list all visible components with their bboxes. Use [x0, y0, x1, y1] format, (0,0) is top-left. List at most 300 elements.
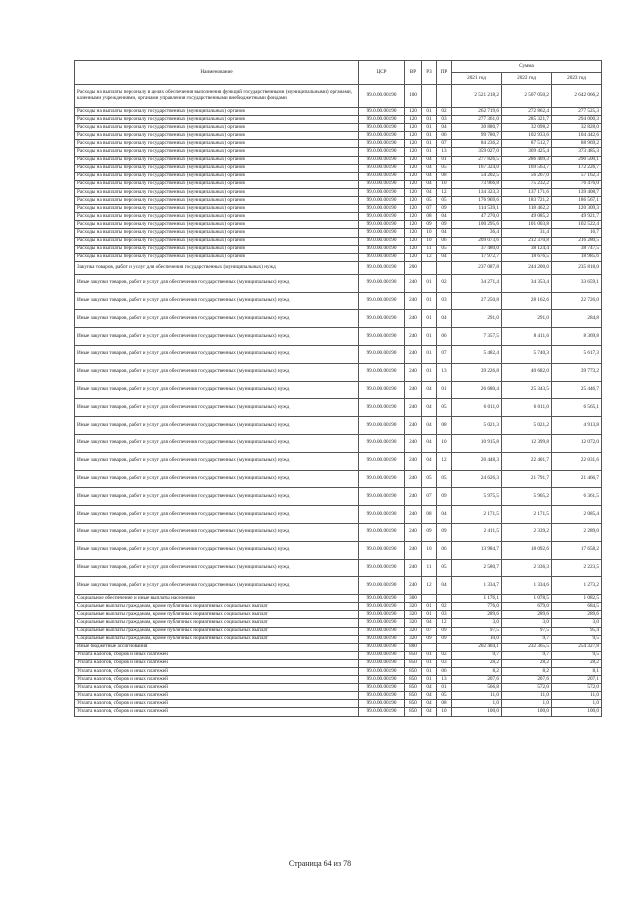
row-rz-cell: 01 [422, 611, 437, 619]
row-2023-cell: 76 476,0 [552, 180, 602, 188]
row-rz-cell [422, 261, 437, 274]
row-vr-cell: 120 [405, 180, 422, 188]
row-pr-cell: 04 [437, 310, 452, 328]
row-csr-cell: 99.0.00.00190 [359, 643, 405, 651]
row-vr-cell: 120 [405, 229, 422, 237]
row-2022-cell: 369 425,4 [502, 148, 552, 156]
row-rz-cell: 01 [422, 108, 437, 116]
row-2022-cell: 272 862,4 [502, 108, 552, 116]
row-rz-cell: 01 [422, 116, 437, 124]
row-name-cell: Расходы на выплаты персоналу государственных (муниципальных) органов [75, 245, 359, 253]
row-vr-cell: 240 [405, 417, 422, 435]
row-2022-cell: 2 336,3 [502, 559, 552, 577]
row-vr-cell: 240 [405, 434, 422, 452]
row-pr-cell: 09 [437, 635, 452, 643]
row-name-cell: Расходы на выплаты персоналу государственных (муниципальных) органов [75, 188, 359, 196]
row-rz-cell: 01 [422, 124, 437, 132]
table-row [75, 523, 602, 541]
table-row [75, 108, 602, 116]
table-row [75, 328, 602, 346]
row-2023-cell: 8,1 [552, 667, 602, 675]
row-2021-cell: 24 626,3 [452, 470, 502, 488]
row-rz-cell: 04 [422, 692, 437, 700]
row-pr-cell: 04 [437, 253, 452, 261]
row-2021-cell: 8,2 [452, 667, 502, 675]
row-pr-cell [437, 643, 452, 651]
table-row [75, 651, 602, 659]
table-row [75, 434, 602, 452]
table-row [75, 205, 602, 213]
row-vr-cell: 240 [405, 506, 422, 524]
table-row [75, 399, 602, 417]
table-row [75, 700, 602, 708]
row-csr-cell: 99.0.00.00190 [359, 132, 405, 140]
row-2021-cell: 10,0 [452, 635, 502, 643]
row-name-cell: Расходы на выплаты персоналу государственных (муниципальных) органов [75, 116, 359, 124]
table-row [75, 124, 602, 132]
row-pr-cell: 02 [437, 274, 452, 292]
row-2021-cell: 114 539,1 [452, 205, 502, 213]
row-2021-cell: 209 073,6 [452, 237, 502, 245]
row-2023-cell: 277 525,3 [552, 108, 602, 116]
row-name-cell: Расходы на выплаты персоналу государственных (муниципальных) органов [75, 164, 359, 172]
row-rz-cell: 01 [422, 292, 437, 310]
row-2022-cell: 679,0 [502, 603, 552, 611]
row-csr-cell: 99.0.00.00190 [359, 140, 405, 148]
row-rz-cell: 07 [422, 627, 437, 635]
row-csr-cell: 99.0.00.00190 [359, 506, 405, 524]
row-name-cell: Расходы на выплаты персоналу государственных (муниципальных) органов [75, 132, 359, 140]
row-name-cell: Уплата налогов, сборов и иных платежей [75, 700, 359, 708]
row-rz-cell: 10 [422, 237, 437, 245]
row-csr-cell: 99.0.00.00190 [359, 595, 405, 603]
table-row [75, 470, 602, 488]
row-vr-cell: 320 [405, 635, 422, 643]
row-2022-cell: 1,0 [502, 700, 552, 708]
row-vr-cell: 850 [405, 676, 422, 684]
row-rz-cell: 08 [422, 506, 437, 524]
row-csr-cell: 99.0.00.00190 [359, 381, 405, 399]
row-2022-cell: 34 353,4 [502, 274, 552, 292]
row-2022-cell: 1 078,5 [502, 595, 552, 603]
row-2021-cell: 207,6 [452, 676, 502, 684]
row-2023-cell: 2 289,0 [552, 523, 602, 541]
row-csr-cell: 99.0.00.00190 [359, 434, 405, 452]
row-2023-cell: 1 273,2 [552, 577, 602, 595]
row-2023-cell: 5 617,3 [552, 345, 602, 363]
row-pr-cell: 05 [437, 559, 452, 577]
row-name-cell: Иные закупки товаров, работ и услуг для обеспечения государственных (муниципальных) нужд [75, 345, 359, 363]
row-2023-cell: 2 085,4 [552, 506, 602, 524]
row-2023-cell: 21 466,7 [552, 470, 602, 488]
row-pr-cell: 04 [437, 506, 452, 524]
row-2023-cell: 373 485,3 [552, 148, 602, 156]
row-csr-cell: 99.0.00.00190 [359, 148, 405, 156]
row-csr-cell: 99.0.00.00190 [359, 310, 405, 328]
row-rz-cell: 01 [422, 148, 437, 156]
row-pr-cell: 05 [437, 399, 452, 417]
row-rz-cell: 09 [422, 523, 437, 541]
table-row [75, 541, 602, 559]
row-pr-cell: 12 [437, 619, 452, 627]
row-pr-cell: 09 [437, 523, 452, 541]
row-name-cell: Иные закупки товаров, работ и услуг для обеспечения государственных (муниципальных) нужд [75, 559, 359, 577]
row-2021-cell: 6 011,0 [452, 399, 502, 417]
row-2023-cell: 3,0 [552, 619, 602, 627]
row-pr-cell: 01 [437, 156, 452, 164]
row-vr-cell: 240 [405, 577, 422, 595]
row-vr-cell: 120 [405, 205, 422, 213]
row-pr-cell: 06 [437, 132, 452, 140]
row-2022-cell: 5 740,3 [502, 345, 552, 363]
row-name-cell: Иные закупки товаров, работ и услуг для обеспечения государственных (муниципальных) нужд [75, 434, 359, 452]
row-2023-cell: 57 162,3 [552, 172, 602, 180]
row-vr-cell: 320 [405, 611, 422, 619]
row-2021-cell: 5 975,5 [452, 488, 502, 506]
row-rz-cell: 09 [422, 635, 437, 643]
row-csr-cell: 99.0.00.00190 [359, 197, 405, 205]
row-name-cell: Иные закупки товаров, работ и услуг для обеспечения государственных (муниципальных) нужд [75, 452, 359, 470]
row-2023-cell: 6 361,5 [552, 488, 602, 506]
row-pr-cell: 03 [437, 659, 452, 667]
table-body [75, 85, 602, 717]
table-row [75, 708, 602, 716]
row-csr-cell: 99.0.00.00190 [359, 85, 405, 108]
row-2022-cell: 244 200,0 [502, 261, 552, 274]
row-pr-cell: 05 [437, 197, 452, 205]
row-csr-cell: 99.0.00.00190 [359, 541, 405, 559]
row-rz-cell: 01 [422, 667, 437, 675]
row-pr-cell: 05 [437, 245, 452, 253]
row-2022-cell: 28,2 [502, 659, 552, 667]
table-row [75, 85, 602, 108]
row-2022-cell: 8 411,6 [502, 328, 552, 346]
row-2022-cell: 9,7 [502, 635, 552, 643]
row-vr-cell: 240 [405, 523, 422, 541]
row-name-cell: Иные закупки товаров, работ и услуг для обеспечения государственных (муниципальных) нужд [75, 363, 359, 381]
row-2021-cell: 97,5 [452, 627, 502, 635]
row-2021-cell: 359 027,0 [452, 148, 502, 156]
row-pr-cell: 04 [437, 229, 452, 237]
row-csr-cell: 99.0.00.00190 [359, 124, 405, 132]
row-2023-cell: 95,4 [552, 627, 602, 635]
row-rz-cell: 01 [422, 363, 437, 381]
row-2023-cell: 104 442,6 [552, 132, 602, 140]
row-2023-cell: 12 072,0 [552, 434, 602, 452]
row-pr-cell: 06 [437, 328, 452, 346]
table-row [75, 577, 602, 595]
row-pr-cell [437, 595, 452, 603]
table-row [75, 611, 602, 619]
row-name-cell: Расходы на выплаты персоналу в целях обеспечения выполнения функций государственными (муниципальными) органами, казенными учреждениями, органами управления государственными внебюджетными фондами [75, 85, 359, 108]
row-name-cell: Иные закупки товаров, работ и услуг для обеспечения государственных (муниципальных) нужд [75, 381, 359, 399]
row-pr-cell: 02 [437, 651, 452, 659]
row-2022-cell: 5 021,2 [502, 417, 552, 435]
row-2022-cell: 232 365,5 [502, 643, 552, 651]
row-csr-cell: 99.0.00.00190 [359, 619, 405, 627]
row-csr-cell: 99.0.00.00190 [359, 116, 405, 124]
row-rz-cell: 04 [422, 700, 437, 708]
row-2022-cell: 21 791,7 [502, 470, 552, 488]
row-csr-cell: 99.0.00.00190 [359, 156, 405, 164]
row-pr-cell: 05 [437, 692, 452, 700]
row-2023-cell: 120 309,3 [552, 205, 602, 213]
row-csr-cell: 99.0.00.00190 [359, 635, 405, 643]
row-2021-cell: 17 972,7 [452, 253, 502, 261]
row-pr-cell: 04 [437, 124, 452, 132]
row-name-cell: Социальные выплаты гражданам, кроме публичных нормативных социальных выплат [75, 619, 359, 627]
row-2023-cell: 684,5 [552, 603, 602, 611]
row-pr-cell: 06 [437, 667, 452, 675]
row-name-cell: Расходы на выплаты персоналу государственных (муниципальных) органов [75, 221, 359, 229]
row-2021-cell: 100 295,6 [452, 221, 502, 229]
row-2022-cell: 22 401,7 [502, 452, 552, 470]
row-2021-cell: 73 966,8 [452, 180, 502, 188]
row-csr-cell: 99.0.00.00190 [359, 213, 405, 221]
row-rz-cell: 12 [422, 253, 437, 261]
row-2021-cell: 84 236,2 [452, 140, 502, 148]
row-rz-cell: 04 [422, 452, 437, 470]
row-2021-cell: 277 361,0 [452, 116, 502, 124]
row-2023-cell: 284,8 [552, 310, 602, 328]
row-name-cell: Иные закупки товаров, работ и услуг для обеспечения государственных (муниципальных) нужд [75, 488, 359, 506]
row-vr-cell: 300 [405, 595, 422, 603]
row-name-cell: Иные закупки товаров, работ и услуг для обеспечения государственных (муниципальных) нужд [75, 541, 359, 559]
row-csr-cell: 99.0.00.00190 [359, 603, 405, 611]
row-pr-cell: 12 [437, 452, 452, 470]
row-2023-cell: 2 223,5 [552, 559, 602, 577]
row-2022-cell: 572,0 [502, 684, 552, 692]
row-csr-cell: 99.0.00.00190 [359, 700, 405, 708]
row-2021-cell: 13 984,7 [452, 541, 502, 559]
row-name-cell: Уплата налогов, сборов и иных платежей [75, 667, 359, 675]
row-name-cell: Иные бюджетные ассигнования [75, 643, 359, 651]
row-2022-cell: 32 098,2 [502, 124, 552, 132]
row-vr-cell: 120 [405, 140, 422, 148]
row-2023-cell: 102 522,4 [552, 221, 602, 229]
row-2023-cell: 186 567,1 [552, 197, 602, 205]
row-2022-cell: 75 232,2 [502, 180, 552, 188]
row-name-cell: Расходы на выплаты персоналу государственных (муниципальных) органов [75, 140, 359, 148]
row-2023-cell: 28,2 [552, 659, 602, 667]
row-csr-cell: 99.0.00.00190 [359, 651, 405, 659]
row-rz-cell: 04 [422, 188, 437, 196]
table-row [75, 148, 602, 156]
row-name-cell: Расходы на выплаты персоналу государственных (муниципальных) органов [75, 108, 359, 116]
row-2023-cell: 216 280,5 [552, 237, 602, 245]
row-vr-cell: 240 [405, 310, 422, 328]
header-pr: ПР [437, 61, 452, 85]
row-pr-cell: 01 [437, 381, 452, 399]
table-row [75, 506, 602, 524]
row-2021-cell: 20 448,3 [452, 452, 502, 470]
row-2022-cell: 289,6 [502, 611, 552, 619]
row-vr-cell: 120 [405, 197, 422, 205]
row-2022-cell: 291,0 [502, 310, 552, 328]
row-2021-cell: 28,2 [452, 659, 502, 667]
row-2022-cell: 3,0 [502, 619, 552, 627]
row-2022-cell: 6 011,0 [502, 399, 552, 417]
row-pr-cell: 03 [437, 611, 452, 619]
table-row [75, 635, 602, 643]
row-vr-cell: 240 [405, 470, 422, 488]
row-name-cell: Социальные выплаты гражданам, кроме публичных нормативных социальных выплат [75, 603, 359, 611]
row-vr-cell: 120 [405, 156, 422, 164]
table-row [75, 667, 602, 675]
row-rz-cell: 01 [422, 676, 437, 684]
row-name-cell: Уплата налогов, сборов и иных платежей [75, 684, 359, 692]
row-vr-cell: 120 [405, 124, 422, 132]
row-pr-cell: 04 [437, 577, 452, 595]
row-csr-cell: 99.0.00.00190 [359, 559, 405, 577]
row-rz-cell: 04 [422, 156, 437, 164]
table-row [75, 381, 602, 399]
row-csr-cell: 99.0.00.00190 [359, 261, 405, 274]
row-2021-cell: 289,6 [452, 611, 502, 619]
row-csr-cell: 99.0.00.00190 [359, 108, 405, 116]
table-row [75, 310, 602, 328]
row-rz-cell: 11 [422, 559, 437, 577]
row-2023-cell: 100,0 [552, 708, 602, 716]
budget-table [74, 60, 602, 717]
row-2021-cell: 39 226,8 [452, 363, 502, 381]
row-2021-cell: 134 323,3 [452, 188, 502, 196]
row-csr-cell: 99.0.00.00190 [359, 221, 405, 229]
row-vr-cell: 240 [405, 292, 422, 310]
row-pr-cell: 07 [437, 345, 452, 363]
row-vr-cell: 240 [405, 452, 422, 470]
row-rz-cell: 01 [422, 274, 437, 292]
row-rz-cell: 10 [422, 541, 437, 559]
row-pr-cell: 09 [437, 627, 452, 635]
row-name-cell: Уплата налогов, сборов и иных платежей [75, 692, 359, 700]
row-vr-cell: 120 [405, 253, 422, 261]
header-csr: ЦСР [359, 61, 405, 85]
row-2023-cell: 290 500,1 [552, 156, 602, 164]
row-rz-cell: 07 [422, 488, 437, 506]
table-row [75, 692, 602, 700]
row-name-cell: Закупка товаров, работ и услуг для обеспечения государственных (муниципальных) нужд [75, 261, 359, 274]
page-number: Страница 64 из 78 [288, 859, 352, 868]
row-pr-cell: 04 [437, 213, 452, 221]
row-vr-cell: 240 [405, 363, 422, 381]
table-row [75, 253, 602, 261]
row-2022-cell: 87 512,7 [502, 140, 552, 148]
row-2021-cell: 776,0 [452, 603, 502, 611]
row-rz-cell: 01 [422, 140, 437, 148]
row-csr-cell: 99.0.00.00190 [359, 611, 405, 619]
row-vr-cell: 850 [405, 651, 422, 659]
table-row [75, 417, 602, 435]
row-2022-cell: 38 124,4 [502, 245, 552, 253]
table-row [75, 619, 602, 627]
row-name-cell: Иные закупки товаров, работ и услуг для обеспечения государственных (муниципальных) нужд [75, 577, 359, 595]
row-csr-cell: 99.0.00.00190 [359, 667, 405, 675]
header-rz: РЗ [422, 61, 437, 85]
row-2021-cell: 11,0 [452, 692, 502, 700]
row-2021-cell: 1 334,7 [452, 577, 502, 595]
row-vr-cell: 320 [405, 627, 422, 635]
table-row [75, 261, 602, 274]
row-2023-cell: 18 985,6 [552, 253, 602, 261]
row-vr-cell: 240 [405, 345, 422, 363]
row-pr-cell: 06 [437, 541, 452, 559]
row-pr-cell: 13 [437, 676, 452, 684]
table-row [75, 245, 602, 253]
row-rz-cell: 04 [422, 684, 437, 692]
row-2023-cell: 294 000,3 [552, 116, 602, 124]
row-2023-cell: 6 565,1 [552, 399, 602, 417]
row-name-cell: Иные закупки товаров, работ и услуг для обеспечения государственных (муниципальных) нужд [75, 328, 359, 346]
row-name-cell: Социальные выплаты гражданам, кроме публичных нормативных социальных выплат [75, 627, 359, 635]
table-row [75, 274, 602, 292]
row-name-cell: Иные закупки товаров, работ и услуг для обеспечения государственных (муниципальных) нужд [75, 274, 359, 292]
row-name-cell: Иные закупки товаров, работ и услуг для обеспечения государственных (муниципальных) нужд [75, 506, 359, 524]
row-pr-cell: 09 [437, 488, 452, 506]
row-vr-cell: 120 [405, 132, 422, 140]
row-name-cell: Иные закупки товаров, работ и услуг для обеспечения государственных (муниципальных) нужд [75, 470, 359, 488]
row-pr-cell: 05 [437, 164, 452, 172]
row-rz-cell [422, 85, 437, 108]
row-2023-cell: 1 082,5 [552, 595, 602, 603]
row-name-cell: Иные закупки товаров, работ и услуг для обеспечения государственных (муниципальных) нужд [75, 417, 359, 435]
row-pr-cell: 09 [437, 221, 452, 229]
table-row [75, 213, 602, 221]
row-name-cell: Уплата налогов, сборов и иных платежей [75, 708, 359, 716]
row-name-cell: Расходы на выплаты персоналу государственных (муниципальных) органов [75, 148, 359, 156]
row-csr-cell: 99.0.00.00190 [359, 253, 405, 261]
row-2022-cell: 56 267,0 [502, 172, 552, 180]
table-row [75, 643, 602, 651]
row-csr-cell: 99.0.00.00190 [359, 328, 405, 346]
row-pr-cell [437, 261, 452, 274]
row-2021-cell: 5 021,3 [452, 417, 502, 435]
header-sum: Сумма [452, 61, 602, 73]
row-2022-cell: 1 334,6 [502, 577, 552, 595]
row-name-cell: Социальные выплаты гражданам, кроме публичных нормативных социальных выплат [75, 611, 359, 619]
row-2023-cell: 39 773,2 [552, 363, 602, 381]
row-csr-cell: 99.0.00.00190 [359, 470, 405, 488]
header-year-2023: 2023 год [552, 73, 602, 85]
row-2023-cell: 33 659,1 [552, 274, 602, 292]
row-rz-cell: 12 [422, 577, 437, 595]
row-2023-cell: 49 921,7 [552, 213, 602, 221]
row-2021-cell: 291,0 [452, 310, 502, 328]
row-2022-cell: 286 409,3 [502, 156, 552, 164]
row-rz-cell: 11 [422, 245, 437, 253]
row-vr-cell: 850 [405, 684, 422, 692]
table-row [75, 684, 602, 692]
row-rz-cell: 01 [422, 310, 437, 328]
row-vr-cell: 850 [405, 659, 422, 667]
row-pr-cell: 13 [437, 148, 452, 156]
row-2022-cell: 101 003,8 [502, 221, 552, 229]
row-csr-cell: 99.0.00.00190 [359, 274, 405, 292]
row-2022-cell: 25 343,5 [502, 381, 552, 399]
row-2021-cell: 9,7 [452, 651, 502, 659]
header-name: Наименование [75, 61, 359, 85]
row-2021-cell: 167 324,0 [452, 164, 502, 172]
row-2023-cell: 9,5 [552, 635, 602, 643]
row-2021-cell: 2 171,5 [452, 506, 502, 524]
row-csr-cell: 99.0.00.00190 [359, 577, 405, 595]
row-pr-cell: 02 [437, 603, 452, 611]
row-rz-cell: 04 [422, 164, 437, 172]
row-pr-cell: 10 [437, 180, 452, 188]
row-pr-cell: 09 [437, 205, 452, 213]
row-2023-cell: 16,7 [552, 229, 602, 237]
row-name-cell: Расходы на выплаты персоналу государственных (муниципальных) органов [75, 229, 359, 237]
